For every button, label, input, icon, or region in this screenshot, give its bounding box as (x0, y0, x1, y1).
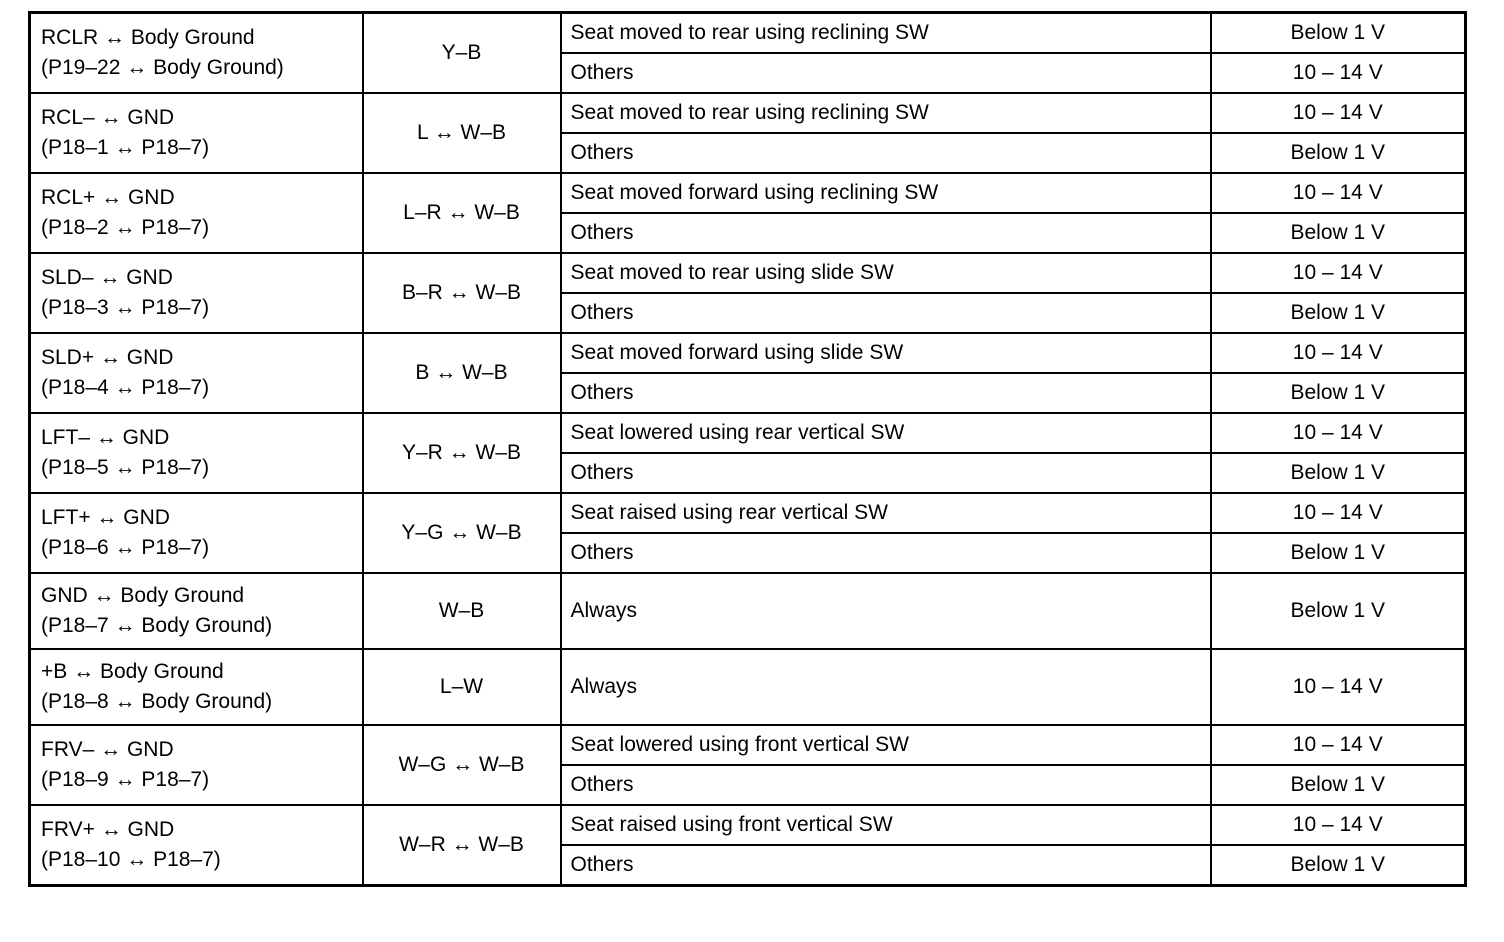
terminal-pin: (P18–3 ↔ P18–7) (41, 296, 210, 319)
specified-value: Below 1 V (1211, 573, 1466, 649)
condition: Always (561, 573, 1211, 649)
terminal-pin: (P18–5 ↔ P18–7) (41, 456, 210, 479)
condition: Others (561, 133, 1211, 173)
condition: Seat moved to rear using reclining SW (561, 93, 1211, 133)
table-row (30, 413, 1466, 453)
wiring-color: B ↔ W–B (363, 333, 561, 413)
specified-value: Below 1 V (1211, 765, 1466, 805)
specified-value: 10 – 14 V (1211, 493, 1466, 533)
terminal-name: RCL+ ↔ GND (41, 185, 175, 209)
table-row (30, 573, 1466, 649)
condition: Others (561, 53, 1211, 93)
specified-value: 10 – 14 V (1211, 333, 1466, 373)
terminal-name: +B ↔ Body Ground (41, 659, 224, 683)
specified-value: Below 1 V (1211, 373, 1466, 413)
terminal-pin: (P18–4 ↔ P18–7) (41, 376, 210, 399)
table-row (30, 493, 1466, 533)
condition: Others (561, 453, 1211, 493)
condition: Seat moved forward using reclining SW (561, 173, 1211, 213)
wiring-color: W–B (363, 573, 561, 649)
table-row (30, 805, 1466, 845)
specified-value: Below 1 V (1211, 133, 1466, 173)
specified-value: 10 – 14 V (1211, 93, 1466, 133)
specified-value: 10 – 14 V (1211, 53, 1466, 93)
terminal-name: LFT+ ↔ GND (41, 505, 170, 529)
wiring-color: W–G ↔ W–B (363, 725, 561, 805)
wiring-color: L–R ↔ W–B (363, 173, 561, 253)
condition: Seat raised using rear vertical SW (561, 493, 1211, 533)
table-row (30, 649, 1466, 725)
condition: Others (561, 845, 1211, 886)
table-row (30, 13, 1466, 54)
terminal-cell (30, 93, 363, 173)
terminal-name: FRV– ↔ GND (41, 737, 174, 761)
terminal-pin: (P18–2 ↔ P18–7) (41, 216, 210, 239)
terminal-name: SLD– ↔ GND (41, 265, 173, 289)
condition: Seat moved to rear using slide SW (561, 253, 1211, 293)
terminal-voltage-table (28, 11, 1467, 887)
table-row (30, 725, 1466, 765)
table-row (30, 333, 1466, 373)
specified-value: 10 – 14 V (1211, 649, 1466, 725)
wiring-color: Y–B (363, 13, 561, 94)
specified-value: 10 – 14 V (1211, 805, 1466, 845)
table-row (30, 253, 1466, 293)
condition: Seat lowered using rear vertical SW (561, 413, 1211, 453)
terminal-pin: (P19–22 ↔ Body Ground) (41, 56, 284, 79)
condition: Seat raised using front vertical SW (561, 805, 1211, 845)
condition: Others (561, 293, 1211, 333)
terminal-cell (30, 253, 363, 333)
terminal-name: RCL– ↔ GND (41, 105, 175, 129)
wiring-color: Y–R ↔ W–B (363, 413, 561, 493)
specified-value: Below 1 V (1211, 13, 1466, 54)
terminal-name: RCLR ↔ Body Ground (41, 25, 255, 49)
terminal-cell (30, 413, 363, 493)
table-row (30, 93, 1466, 133)
specified-value: Below 1 V (1211, 293, 1466, 333)
condition: Others (561, 213, 1211, 253)
wiring-color: W–R ↔ W–B (363, 805, 561, 886)
terminal-pin: (P18–9 ↔ P18–7) (41, 768, 210, 791)
condition: Seat lowered using front vertical SW (561, 725, 1211, 765)
wiring-color: B–R ↔ W–B (363, 253, 561, 333)
wiring-color: L ↔ W–B (363, 93, 561, 173)
specified-value: 10 – 14 V (1211, 253, 1466, 293)
specified-value: 10 – 14 V (1211, 173, 1466, 213)
specified-value: Below 1 V (1211, 533, 1466, 573)
terminal-pin: (P18–10 ↔ P18–7) (41, 848, 221, 871)
condition: Seat moved to rear using reclining SW (561, 13, 1211, 54)
specified-value: Below 1 V (1211, 453, 1466, 493)
terminal-cell (30, 493, 363, 573)
terminal-cell (30, 333, 363, 413)
terminal-pin: (P18–7 ↔ Body Ground) (41, 614, 273, 637)
wiring-color: L–W (363, 649, 561, 725)
terminal-cell (30, 573, 363, 649)
terminal-pin: (P18–8 ↔ Body Ground) (41, 690, 273, 713)
specified-value: 10 – 14 V (1211, 413, 1466, 453)
condition: Always (561, 649, 1211, 725)
terminal-name: FRV+ ↔ GND (41, 817, 175, 841)
condition: Others (561, 765, 1211, 805)
specified-value: Below 1 V (1211, 213, 1466, 253)
wiring-color: Y–G ↔ W–B (363, 493, 561, 573)
terminal-pin: (P18–1 ↔ P18–7) (41, 136, 210, 159)
terminal-pin: (P18–6 ↔ P18–7) (41, 536, 210, 559)
terminal-cell (30, 725, 363, 805)
condition: Others (561, 533, 1211, 573)
terminal-name: LFT– ↔ GND (41, 425, 170, 449)
terminal-cell (30, 13, 363, 94)
specified-value: Below 1 V (1211, 845, 1466, 886)
terminal-cell (30, 649, 363, 725)
table-row (30, 173, 1466, 213)
terminal-name: SLD+ ↔ GND (41, 345, 174, 369)
terminal-cell (30, 805, 363, 886)
condition: Others (561, 373, 1211, 413)
terminal-cell (30, 173, 363, 253)
specified-value: 10 – 14 V (1211, 725, 1466, 765)
terminal-name: GND ↔ Body Ground (41, 583, 245, 607)
condition: Seat moved forward using slide SW (561, 333, 1211, 373)
